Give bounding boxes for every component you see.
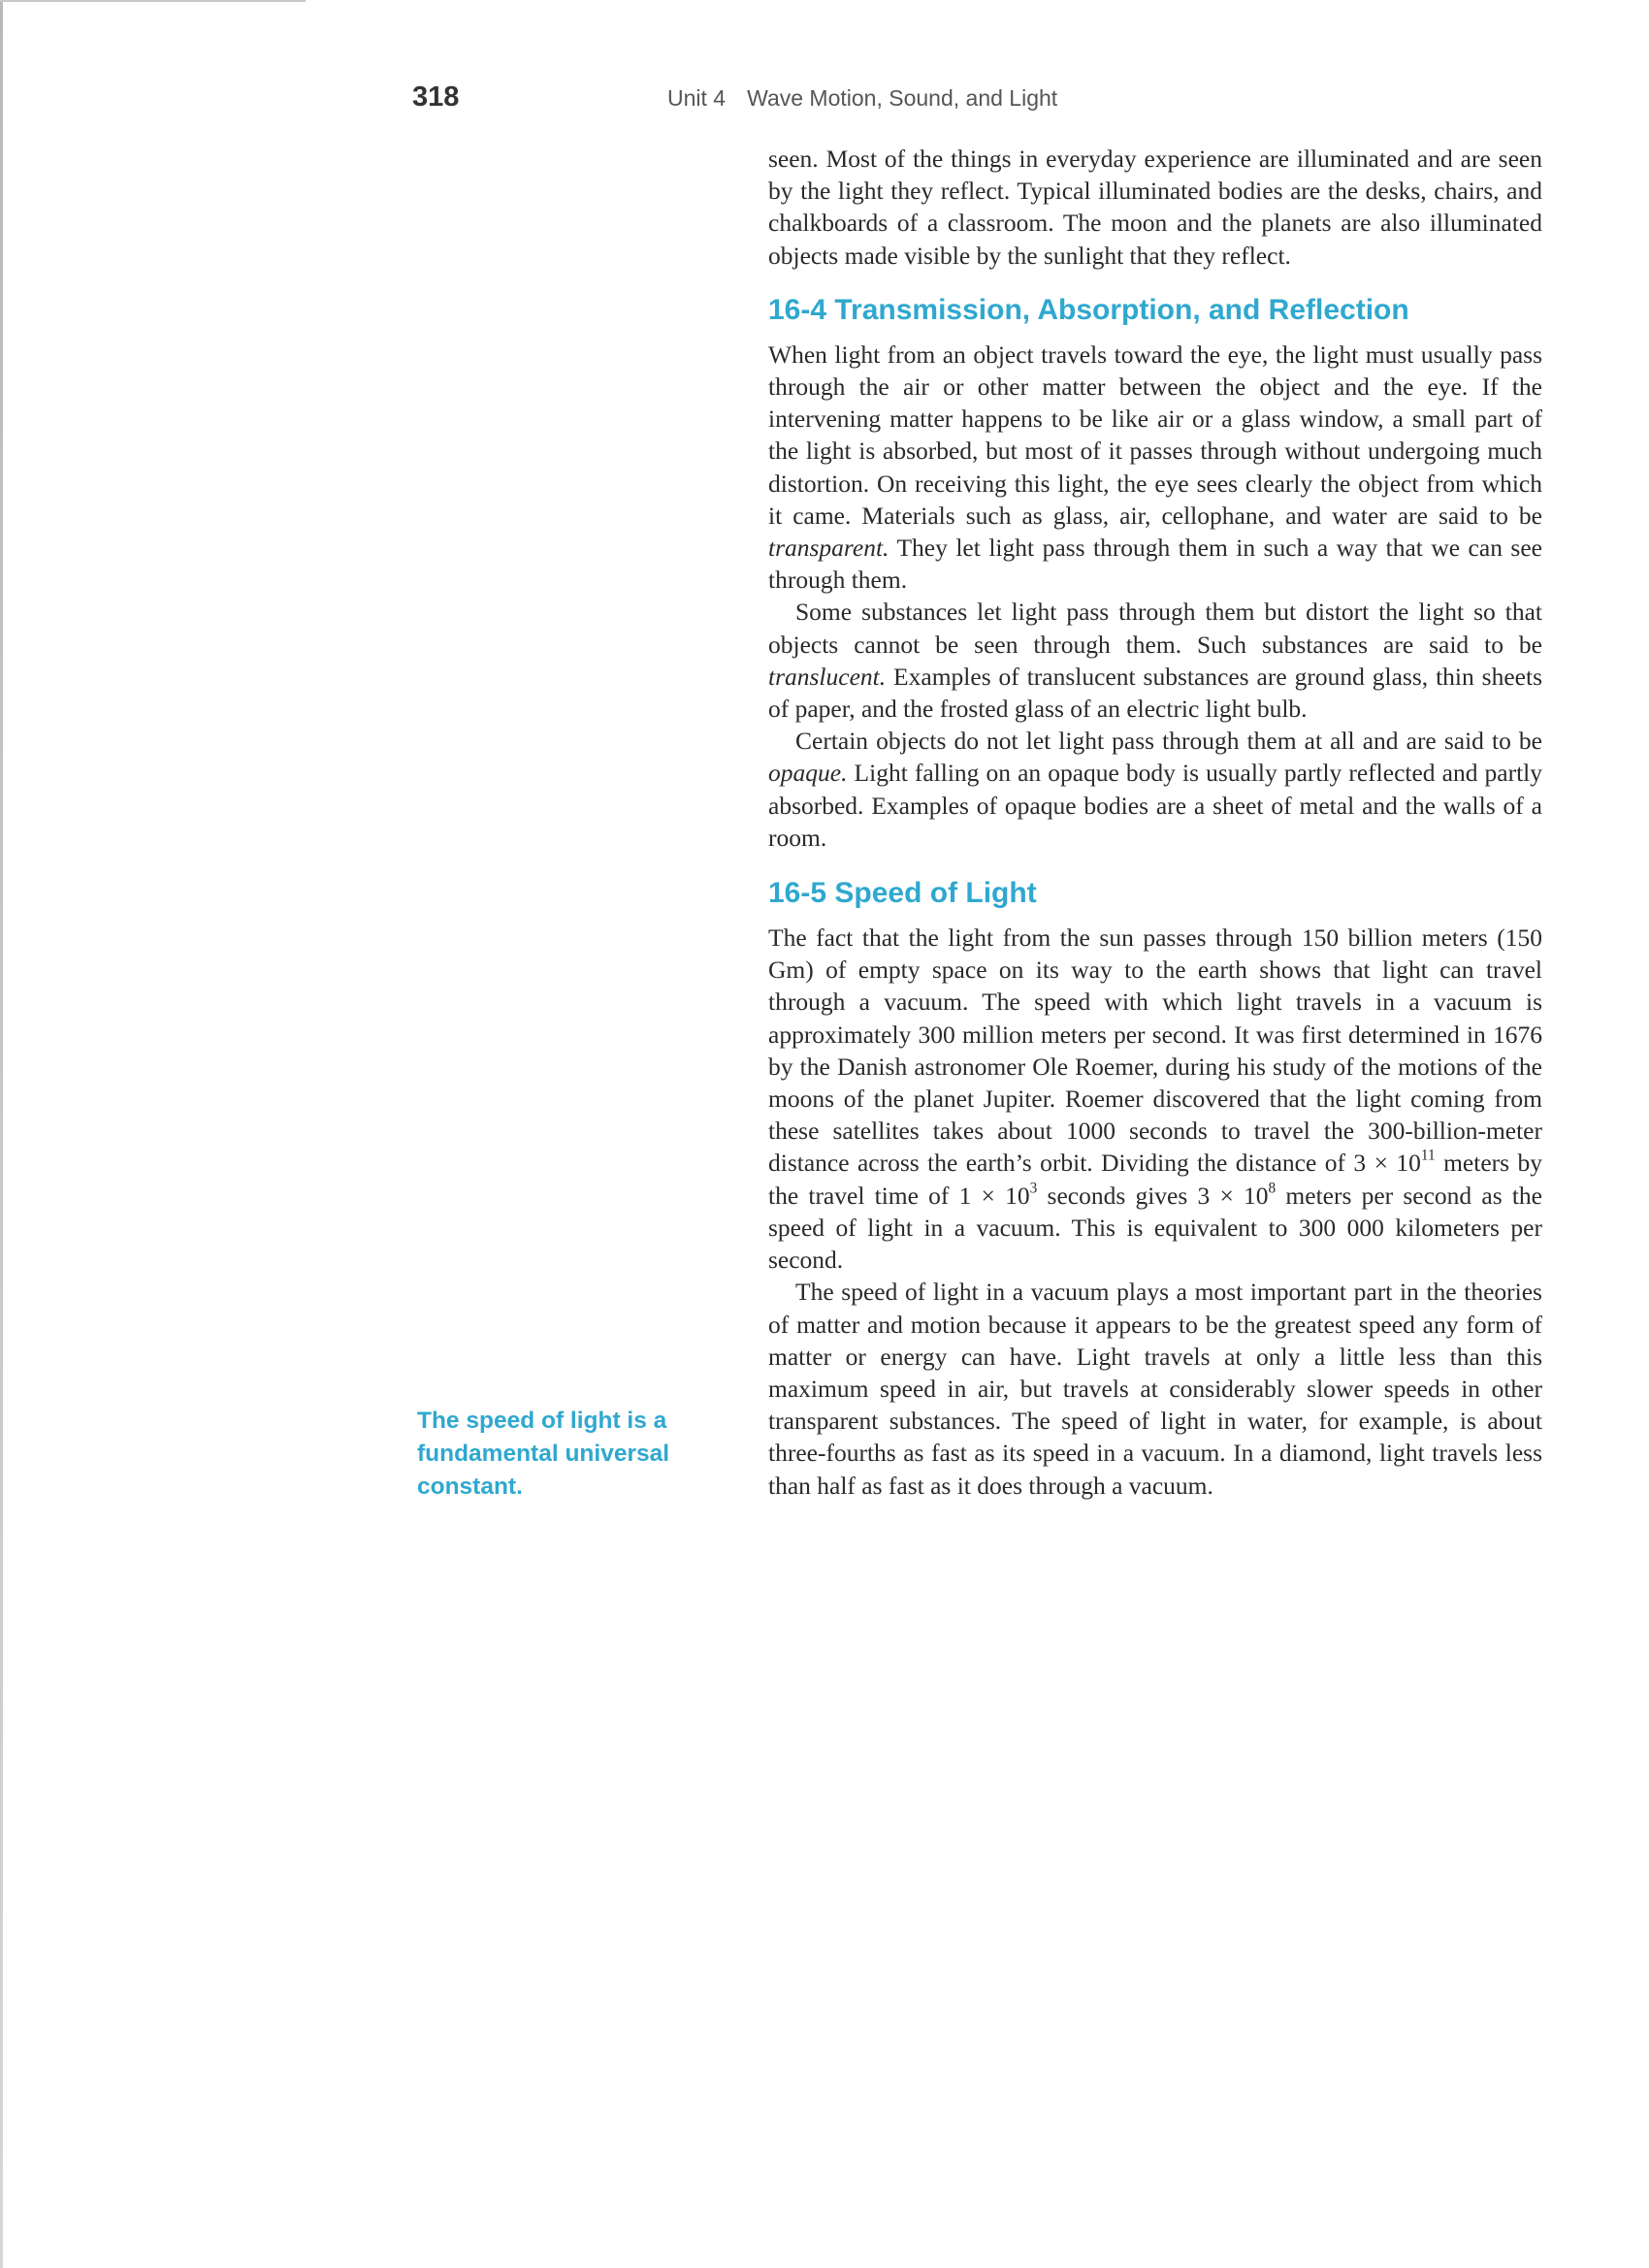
- exponent-8: 8: [1268, 1180, 1277, 1197]
- scan-edge-top: [0, 0, 306, 2]
- opaque-paragraph: Certain objects do not let light pass through them at all and are said to be opaque. Light falling on an opaque body is usually partly reflected and partly absorbed. Examples of opaque bodies are a sheet of metal and the walls of a room.: [768, 727, 1542, 852]
- chapter-title: Wave Motion, Sound, and Light: [747, 85, 1058, 111]
- speed-paragraph-1: The fact that the light from the sun passes through 150 billion meters (150 Gm) of empty space on its way to the earth shows that light can travel through a vacuum. The speed with which light travels in a vacuum is approximately 300 million meters per second. It was first determined in 1676 by the Danish astronomer Ole Roemer, during his study of the motions of the moons of the planet Jupiter. Roemer discovered that the light coming from these satellites takes about 1000 seconds to travel the 300-billion-meter distance across the earth’s orbit. Dividing the distance of $3 \times 10^{11}$ meters by the travel time of $1 \times 10^3$ seconds gives $3 \times 10^8$ meters per second as the speed of light in a vacuum. This is equivalent to 300 000 kilometers per second.: [768, 923, 1542, 1275]
- margin-note: The speed of light is a fundamental universal constant.: [417, 1408, 670, 1500]
- term-opaque: opaque.: [768, 759, 848, 788]
- translucent-paragraph: Some substances let light pass through them but distort the light so that objects cannot be seen through them. Such substances are said to be translucent. Examples of translucent substances are ground glass, thin sheets of paper, and the frosted glass of an electric light bulb.: [768, 598, 1542, 724]
- scan-edge-left: [0, 0, 3, 2268]
- section-heading-16-4: 16-4 Transmission, Absorption, and Reflection: [768, 293, 1409, 326]
- transparent-paragraph: When light from an object travels toward the eye, the light must usually pass through the air or other matter between the object and the eye. If the intervening matter happens to be like air or a glass window, a small part of the light is absorbed, but most of it passes through without undergoing much distortion. On receiving this light, the eye sees clearly the object from which it came. Materials such as glass, air, cellophane, and water are said to be transparent. They let light pass through them in such a way that we can see through them.: [768, 340, 1542, 595]
- term-translucent: translucent.: [768, 662, 887, 691]
- main-text-column: [768, 143, 1542, 1502]
- term-transparent: transparent.: [768, 534, 889, 563]
- speed-paragraph-2: The speed of light in a vacuum plays a most important part in the theories of matter and motion because it appears to be the greatest speed any form of matter or energy can have. Light travels at only a little less than this maximum speed in air, but travels at considerably slower speeds in other transparent substances. The speed of light in water, for example, is about three-fourths as fast as its speed in a vacuum. In a diamond, light travels less than half as fast as it does through a vacuum.: [768, 1278, 1542, 1500]
- intro-paragraph: seen. Most of the things in everyday experience are illuminated and are seen by the light they reflect. Typical illuminated bodies are the desks, chairs, and chalkboards of a classroom. The moon and the planets are also illuminated objects made visible by the sunlight that they reflect.: [768, 145, 1542, 270]
- exponent-3: 3: [1029, 1180, 1038, 1197]
- page-number: 318: [412, 81, 460, 113]
- section-heading-16-5: 16-5 Speed of Light: [768, 877, 1037, 910]
- unit-label: Unit 4: [667, 85, 727, 111]
- exponent-11: 11: [1420, 1148, 1436, 1165]
- running-head: [667, 85, 1057, 112]
